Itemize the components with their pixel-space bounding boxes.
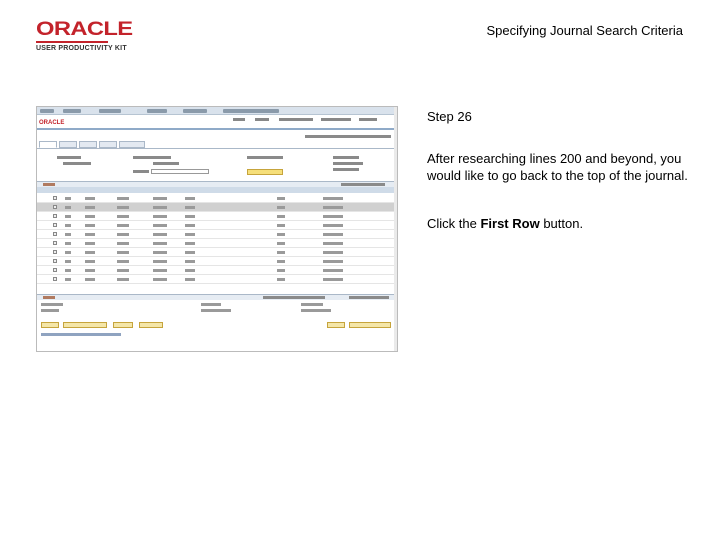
step-description: After researching lines 200 and beyond, you would like to go back to the top of the journal. [427,151,688,183]
return-to-list-button[interactable] [63,322,107,328]
app-header [37,116,397,130]
slide-title: Specifying Journal Search Criteria [486,23,683,38]
table-row[interactable] [37,230,397,239]
refresh-button[interactable] [139,322,163,328]
click-suffix: button. [539,216,584,231]
journal-header-fields [37,148,397,178]
vertical-scrollbar[interactable] [394,107,397,352]
oracle-upk-logo [36,19,133,52]
page-tools-bar [37,132,397,140]
table-row[interactable] [37,248,397,257]
table-row[interactable] [37,239,397,248]
lines-grid-columns [37,187,397,193]
logo-wordmark: ORACLE [36,19,133,40]
table-row[interactable] [37,257,397,266]
step-number: Step 26 [427,109,472,124]
totals-row [37,300,397,314]
footer-links[interactable] [41,333,121,336]
app-logo: ORACLE [39,120,65,126]
table-row[interactable] [37,221,397,230]
table-row[interactable] [37,203,397,212]
notify-button[interactable] [113,322,133,328]
save-button[interactable] [41,322,59,328]
logo-underline [36,41,108,43]
add-button[interactable] [327,322,345,328]
breadcrumb-bar [37,107,397,115]
table-row[interactable] [37,212,397,221]
logo-subtitle: USER PRODUCTIVITY KIT [36,45,127,52]
click-target: First Row [480,216,540,231]
action-buttons [37,321,397,330]
click-prefix: Click the [427,216,481,231]
update-button[interactable] [349,322,391,328]
table-row[interactable] [37,266,397,275]
table-row[interactable] [37,194,397,203]
application-screenshot [36,106,398,352]
table-row[interactable] [37,275,397,284]
click-instruction [427,215,689,232]
